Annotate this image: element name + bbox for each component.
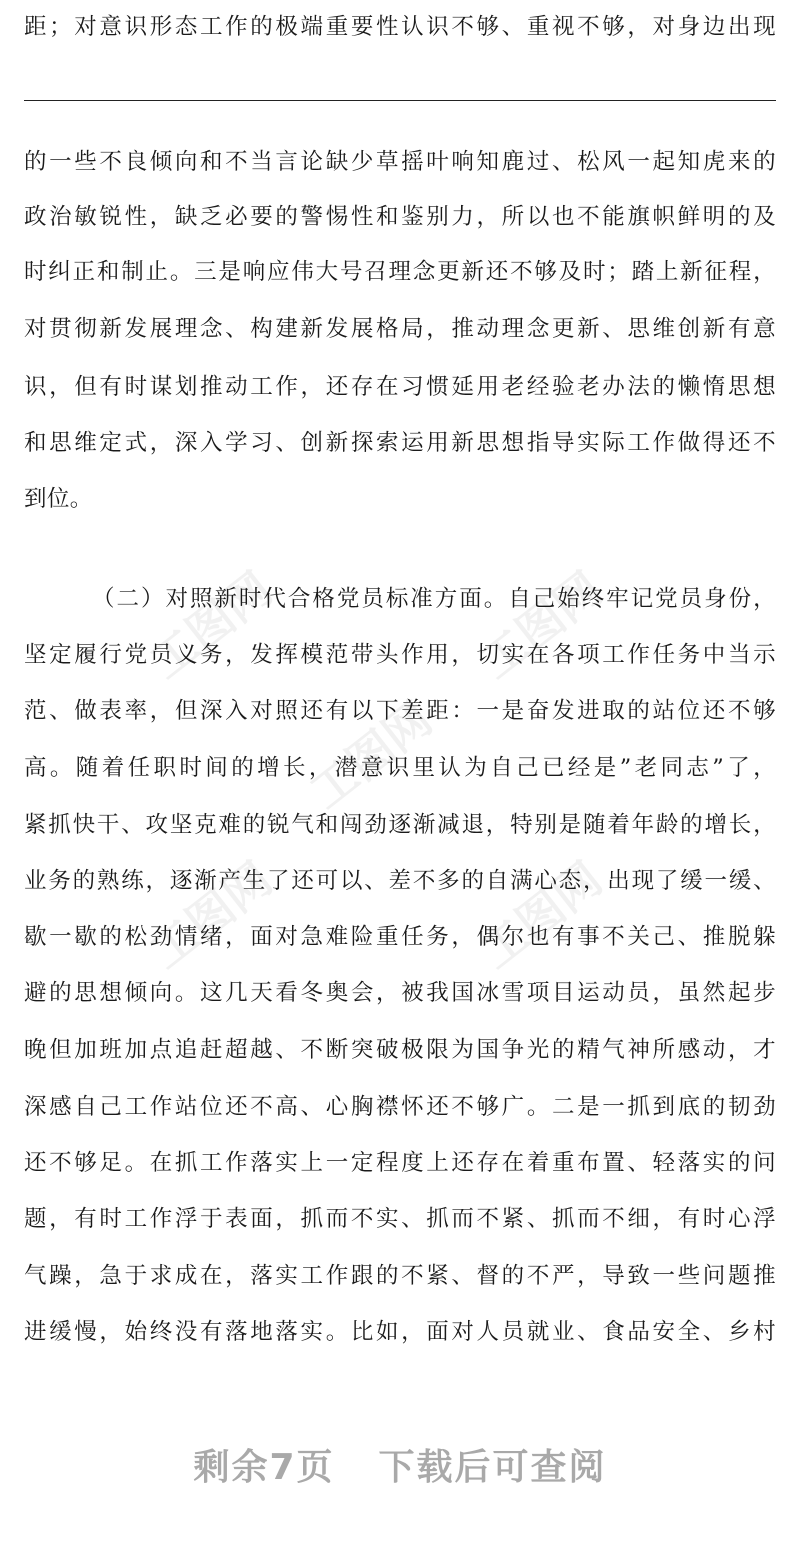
text-line: 对贯彻新发展理念、构建新发展格局，推动理念更新、思维创新有意 <box>24 316 776 342</box>
watermark: 工图网 <box>469 851 612 980</box>
text-line: 高。随着任职时间的增长，潜意识里认为自己已经是”老同志”了， <box>24 755 776 781</box>
download-to-view-label: 下载后可查阅 <box>378 1447 607 1488</box>
watermark: 工图网 <box>299 691 442 820</box>
text-line-indented: （二）对照新时代合格党员标准方面。自己始终牢记党员身份， <box>92 586 776 612</box>
text-line: 政治敏锐性，缺乏必要的警惕性和鉴别力，所以也不能旗帜鲜明的及 <box>24 204 776 230</box>
text-line: 到位。 <box>24 486 93 512</box>
text-line: 范、做表率，但深入对照还有以下差距：一是奋发进取的站位还不够 <box>24 698 776 724</box>
text-line: 紧抓快干、攻坚克难的锐气和闯劲逐渐减退，特别是随着年龄的增长， <box>24 812 776 838</box>
text-line: 题，有时工作浮于表面，抓而不实、抓而不紧、抓而不细，有时心浮 <box>24 1206 776 1232</box>
download-prompt-button[interactable] <box>0 1440 800 1496</box>
text-line: 进缓慢，始终没有落地落实。比如，面对人员就业、食品安全、乡村 <box>24 1319 776 1345</box>
text-line: 避的思想倾向。这几天看冬奥会，被我国冰雪项目运动员，虽然起步 <box>24 980 776 1006</box>
text-line: 歇一歇的松劲情绪，面对急难险重任务，偶尔也有事不关己、推脱躲 <box>24 924 776 950</box>
text-line-header: 距；对意识形态工作的极端重要性认识不够、重视不够，对身边出现 <box>24 14 776 40</box>
watermark: 工图网 <box>139 561 282 690</box>
text-line: 的一些不良倾向和不当言论缺少草摇叶响知鹿过、松风一起知虎来的 <box>24 149 776 175</box>
text-line: 时纠正和制止。三是响应伟大号召理念更新还不够及时；踏上新征程， <box>24 259 776 285</box>
text-line: 深感自己工作站位还不高、心胸襟怀还不够广。二是一抓到底的韧劲 <box>24 1094 776 1120</box>
text-line: 和思维定式，深入学习、创新探索运用新思想指导实际工作做得还不 <box>24 430 776 456</box>
text-line: 还不够足。在抓工作落实上一定程度上还存在着重布置、轻落实的问 <box>24 1150 776 1176</box>
watermark: 工图网 <box>139 851 282 980</box>
text-line: 坚定履行党员义务，发挥模范带头作用，切实在各项工作任务中当示 <box>24 642 776 668</box>
remaining-pages-label: 剩余7页 <box>193 1447 335 1488</box>
text-line: 识，但有时谋划推动工作，还存在习惯延用老经验老办法的懒惰思想 <box>24 374 776 400</box>
text-line: 气躁，急于求成在，落实工作跟的不紧、督的不严，导致一些问题推 <box>24 1263 776 1289</box>
text-line: 业务的熟练，逐渐产生了还可以、差不多的自满心态，出现了缓一缓、 <box>24 868 776 894</box>
page-divider <box>24 100 776 101</box>
text-line: 晚但加班加点追赶超越、不断突破极限为国争光的精气神所感动，才 <box>24 1037 776 1063</box>
watermark: 工图网 <box>469 561 612 690</box>
